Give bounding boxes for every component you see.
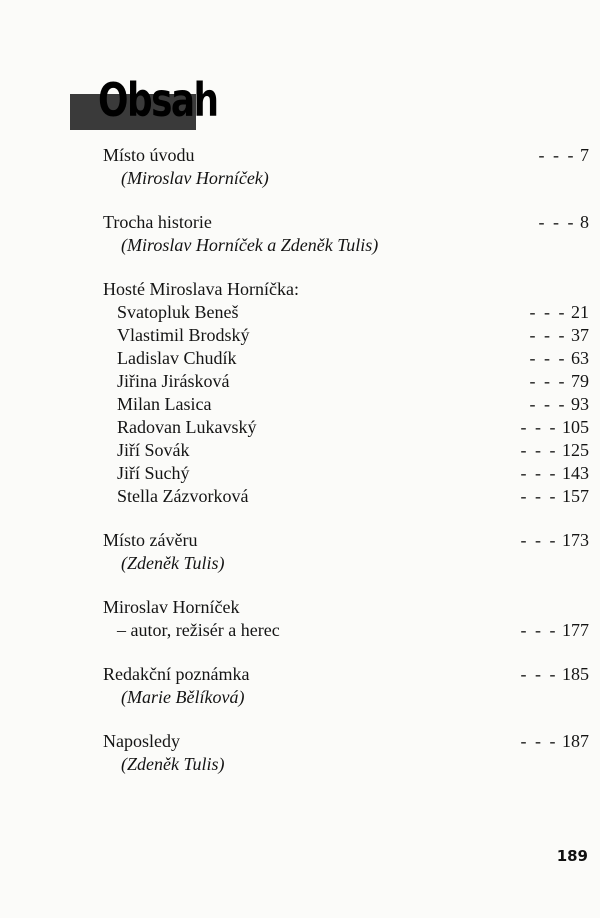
entry-title: Hosté Miroslava Horníčka: [103,279,299,299]
entry-page [521,730,589,753]
guest-name: Radovan Lukavský [117,417,257,437]
page-number: 63 [571,348,589,368]
entry-page [521,462,589,485]
leader: - - - [538,212,576,232]
leader: - - - [529,348,567,368]
leader: - - - [520,731,558,751]
page-number: 79 [571,371,589,391]
leader: - - - [529,325,567,345]
entry-subtitle-row [103,619,589,642]
leader: - - - [520,417,558,437]
entry-page [530,347,589,370]
leader: - - - [520,530,558,550]
guest-name: Milan Lasica [117,394,212,414]
table-of-contents [103,144,589,776]
guest-row [103,462,589,485]
page-number: 143 [562,463,589,483]
page-number: 105 [562,417,589,437]
entry-subtitle: – autor, režisér a herec [117,620,280,640]
page-number: 185 [562,664,589,684]
guest-name: Ladislav Chudík [117,348,237,368]
entry-page [530,301,589,324]
guest-row [103,347,589,370]
toc-heading [70,72,218,132]
author-text: (Miroslav Horníček a Zdeněk Tulis) [121,235,379,255]
author-text: (Zdeněk Tulis) [121,553,225,573]
author-text: (Zdeněk Tulis) [121,754,225,774]
guest-row [103,370,589,393]
leader: - - - [520,486,558,506]
leader: - - - [520,664,558,684]
entry-page [530,393,589,416]
entry-title: Trocha historie [103,212,212,232]
page-number: 173 [562,530,589,550]
toc-entry-miroslav-hornicek [103,596,589,619]
entry-page [539,144,589,167]
leader: - - - [529,371,567,391]
entry-page [521,663,589,686]
leader: - - - [529,302,567,322]
page-folio: 189 [556,847,588,865]
entry-title: Miroslav Horníček [103,597,240,617]
entry-page [539,211,589,234]
leader: - - - [538,145,576,165]
heading-title: Obsah [98,73,218,127]
guest-name: Stella Zázvorková [117,486,249,506]
entry-author [103,686,589,709]
page-number: 157 [562,486,589,506]
toc-entry-naposledy [103,730,589,753]
toc-entry-misto-uvodu [103,144,589,167]
entry-page [530,324,589,347]
entry-page [521,619,589,642]
entry-title: Naposledy [103,731,180,751]
guest-name: Svatopluk Beneš [117,302,239,322]
guest-name: Jiřina Jirásková [117,371,230,391]
author-text: (Miroslav Horníček) [121,168,269,188]
page-number: 7 [580,145,589,165]
page-number: 8 [580,212,589,232]
entry-title: Místo úvodu [103,145,195,165]
leader: - - - [529,394,567,414]
entry-author [103,234,589,257]
guest-row [103,393,589,416]
entry-page [530,370,589,393]
page-number: 125 [562,440,589,460]
toc-entry-hoste [103,278,589,301]
page-number: 37 [571,325,589,345]
page-number: 177 [562,620,589,640]
entry-title: Redakční poznámka [103,664,250,684]
toc-entry-trocha-historie [103,211,589,234]
page-number: 93 [571,394,589,414]
guest-row [103,416,589,439]
guest-row [103,439,589,462]
guest-row [103,301,589,324]
toc-entry-misto-zaveru [103,529,589,552]
entry-author [103,167,589,190]
page-number: 187 [562,731,589,751]
entry-title: Místo závěru [103,530,198,550]
entry-page [521,485,589,508]
guest-row [103,485,589,508]
guest-name: Jiří Sovák [117,440,190,460]
entry-page [521,416,589,439]
toc-entry-redakcni-poznamka [103,663,589,686]
guest-row [103,324,589,347]
entry-page [521,439,589,462]
leader: - - - [520,620,558,640]
author-text: (Marie Bělíková) [121,687,245,707]
leader: - - - [520,463,558,483]
leader: - - - [520,440,558,460]
guest-name: Vlastimil Brodský [117,325,250,345]
entry-page [521,529,589,552]
entry-author [103,552,589,575]
entry-author [103,753,589,776]
page-number: 21 [571,302,589,322]
guest-name: Jiří Suchý [117,463,190,483]
